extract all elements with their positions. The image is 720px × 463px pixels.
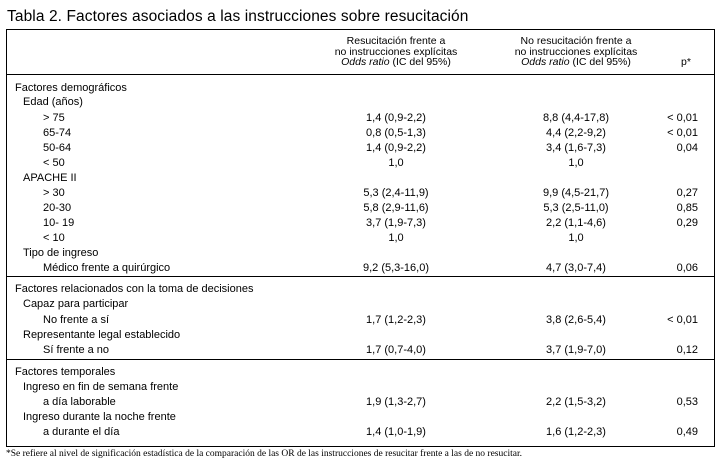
cell-p-value: 0,85 xyxy=(676,202,698,214)
col2-ci-label: (IC del 95%) xyxy=(569,56,631,68)
cell-resucitacion-or: 1,9 (1,3-2,7) xyxy=(366,396,426,408)
col1-header-line1: Resucitación frente a xyxy=(346,35,446,47)
row-label: < 50 xyxy=(43,157,65,169)
row-label: Médico frente a quirúrgico xyxy=(43,262,171,274)
cell-p-value: 0,12 xyxy=(676,344,698,356)
p-header: p* xyxy=(681,56,691,68)
row-label: APACHE II xyxy=(23,172,77,184)
row-label: Factores temporales xyxy=(15,366,116,378)
cell-no-resucitacion-or: 5,3 (2,5-11,0) xyxy=(543,202,609,214)
row-label: 20-30 xyxy=(43,202,72,214)
row-label: Factores relacionados con la toma de decisiones xyxy=(15,283,254,295)
cell-no-resucitacion-or: 1,0 xyxy=(568,232,584,244)
row-label: > 75 xyxy=(43,112,65,124)
cell-no-resucitacion-or: 2,2 (1,5-3,2) xyxy=(546,396,606,408)
cell-p-value: 0,04 xyxy=(676,142,698,154)
row-label: Edad (años) xyxy=(23,96,83,108)
cell-resucitacion-or: 5,8 (2,9-11,6) xyxy=(363,202,429,214)
cell-p-value: 0,06 xyxy=(676,262,698,274)
row-label: Representante legal establecido xyxy=(23,329,181,341)
cell-resucitacion-or: 3,7 (1,9-7,3) xyxy=(366,217,426,229)
row-label: a durante el día xyxy=(43,426,120,438)
cell-p-value: 0,49 xyxy=(676,426,698,438)
cell-p-value: < 0,01 xyxy=(667,112,698,124)
row-label: Factores demográficos xyxy=(15,82,127,94)
cell-p-value: 0,29 xyxy=(676,217,698,229)
header-divider xyxy=(7,74,714,75)
footnote: *Se refiere al nivel de significación estadística de la comparación de las OR de las instrucciones de resucitar frente a las de no resucitar. xyxy=(6,449,522,459)
row-label: 10- 19 xyxy=(43,217,75,229)
cell-no-resucitacion-or: 4,4 (2,2-9,2) xyxy=(546,127,606,139)
results-table xyxy=(6,29,715,447)
cell-resucitacion-or: 0,8 (0,5-1,3) xyxy=(366,127,426,139)
section-divider xyxy=(7,359,714,360)
cell-p-value: 0,27 xyxy=(676,187,698,199)
col2-header-line2: no instrucciones explícitas xyxy=(514,45,638,58)
col1-header-measure xyxy=(306,57,486,68)
cell-resucitacion-or: 1,4 (0,9-2,2) xyxy=(366,142,426,154)
cell-resucitacion-or: 1,0 xyxy=(388,232,404,244)
row-label: 50-64 xyxy=(43,142,72,154)
col1-header-line2: no instrucciones explícitas xyxy=(334,45,458,58)
cell-resucitacion-or: 1,0 xyxy=(388,157,404,169)
row-label: Sí frente a no xyxy=(43,344,110,356)
row-label: 65-74 xyxy=(43,127,72,139)
col1-odds-label: Odds ratio xyxy=(341,56,390,68)
cell-no-resucitacion-or: 3,4 (1,6-7,3) xyxy=(546,142,606,154)
col2-odds-label: Odds ratio xyxy=(521,56,570,68)
cell-no-resucitacion-or: 1,6 (1,2-2,3) xyxy=(546,426,606,438)
cell-p-value: < 0,01 xyxy=(667,314,698,326)
row-label: Ingreso en fin de semana frente xyxy=(23,381,179,393)
cell-resucitacion-or: 1,4 (1,0-1,9) xyxy=(366,426,426,438)
col2-header-measure xyxy=(486,57,666,68)
row-label: a día laborable xyxy=(43,396,116,408)
cell-resucitacion-or: 5,3 (2,4-11,9) xyxy=(363,187,429,199)
row-label: No frente a sí xyxy=(43,314,110,326)
col1-header xyxy=(306,36,486,68)
row-label: > 30 xyxy=(43,187,65,199)
cell-resucitacion-or: 1,4 (0,9-2,2) xyxy=(366,112,426,124)
cell-resucitacion-or: 1,7 (0,7-4,0) xyxy=(366,344,426,356)
cell-no-resucitacion-or: 1,0 xyxy=(568,157,584,169)
cell-no-resucitacion-or: 9,9 (4,5-21,7) xyxy=(542,187,610,199)
cell-no-resucitacion-or: 4,7 (3,0-7,4) xyxy=(546,262,606,274)
row-label: Tipo de ingreso xyxy=(23,247,99,259)
section-divider xyxy=(7,276,714,277)
cell-p-value: 0,53 xyxy=(676,396,698,408)
cell-no-resucitacion-or: 8,8 (4,4-17,8) xyxy=(542,112,610,124)
col1-ci-label: (IC del 95%) xyxy=(389,56,451,68)
cell-no-resucitacion-or: 2,2 (1,1-4,6) xyxy=(546,217,606,229)
cell-p-value: < 0,01 xyxy=(667,127,698,139)
col2-header-line1: No resucitación frente a xyxy=(520,35,632,47)
row-label: Capaz para participar xyxy=(23,298,129,310)
col2-header xyxy=(486,36,666,68)
cell-no-resucitacion-or: 3,7 (1,9-7,0) xyxy=(546,344,606,356)
table-title: Tabla 2. Factores asociados a las instrucciones sobre resucitación xyxy=(7,8,469,25)
row-label: < 10 xyxy=(43,232,65,244)
cell-no-resucitacion-or: 3,8 (2,6-5,4) xyxy=(546,314,606,326)
row-label: Ingreso durante la noche frente xyxy=(23,411,176,423)
cell-resucitacion-or: 9,2 (5,3-16,0) xyxy=(362,262,430,274)
cell-resucitacion-or: 1,7 (1,2-2,3) xyxy=(366,314,426,326)
